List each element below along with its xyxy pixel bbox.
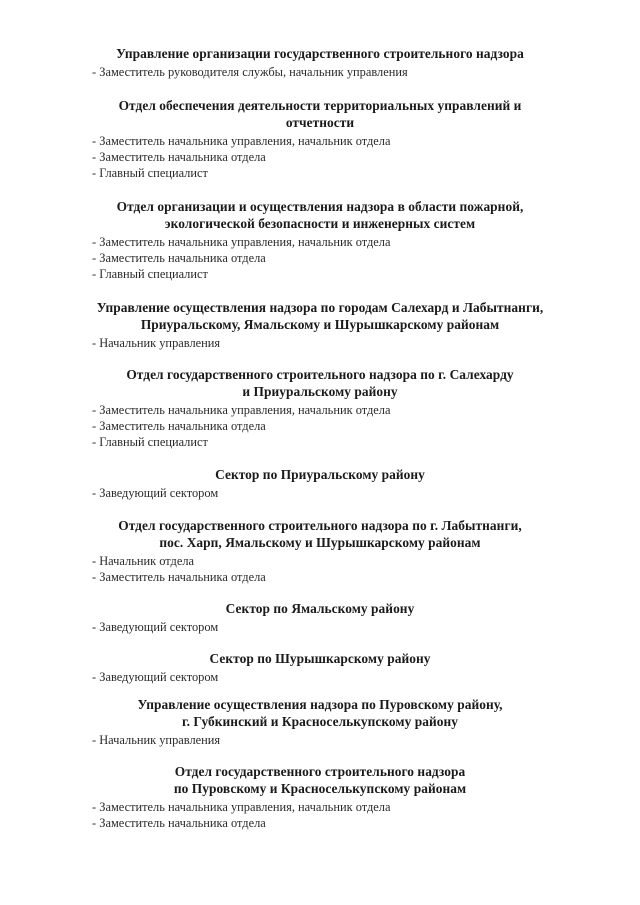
position-item: - Заместитель начальника управления, начальник отдела: [0, 799, 640, 815]
position-list: [0, 619, 640, 635]
heading-line: Сектор по Ямальскому району: [225, 601, 415, 616]
position-list: [0, 133, 640, 182]
section-shuryshkarsky-sector: [0, 650, 640, 685]
section-heading: [0, 366, 640, 400]
position-item: - Начальник управления: [0, 732, 640, 748]
position-item: - Заместитель руководителя службы, начальник управления: [0, 64, 640, 80]
section-heading: [0, 198, 640, 232]
position-item: - Заместитель начальника отдела: [0, 418, 640, 434]
heading-line: Управление осуществления надзора по городам Салехард и Лабытнанги,: [96, 300, 544, 315]
heading-line: Отдел обеспечения деятельности территориальных управлений и: [118, 98, 522, 113]
heading-line: отчетности: [285, 115, 355, 130]
heading-line: по Пуровскому и Красноселькупскому районам: [173, 781, 467, 796]
position-list: [0, 402, 640, 451]
heading-line: Приуральскому, Ямальскому и Шурышкарскому районам: [140, 317, 500, 332]
section-heading: [0, 696, 640, 730]
section-heading: [0, 45, 640, 62]
position-list: [0, 732, 640, 748]
section-heading: [0, 97, 640, 131]
section-heading: [0, 517, 640, 551]
position-item: - Главный специалист: [0, 266, 640, 282]
section-heading: [0, 299, 640, 333]
position-item: - Главный специалист: [0, 165, 640, 181]
section-territorial-support-department: [0, 97, 640, 182]
position-item: - Заведующий сектором: [0, 619, 640, 635]
heading-line: Отдел организации и осуществления надзора в области пожарной,: [116, 199, 524, 214]
section-heading: [0, 600, 640, 617]
section-salekhard-department: [0, 366, 640, 451]
position-item: - Заместитель начальника управления, начальник отдела: [0, 402, 640, 418]
position-item: - Заместитель начальника отдела: [0, 815, 640, 831]
position-list: [0, 64, 640, 80]
section-priuralsky-sector: [0, 466, 640, 501]
section-salekhard-labytnangi-directorate: [0, 299, 640, 351]
section-heading: [0, 763, 640, 797]
position-item: - Заместитель начальника управления, начальник отдела: [0, 234, 640, 250]
position-list: [0, 799, 640, 831]
position-list: [0, 335, 640, 351]
position-item: - Начальник отдела: [0, 553, 640, 569]
heading-line: Управление организации государственного строительного надзора: [116, 46, 524, 61]
position-item: - Начальник управления: [0, 335, 640, 351]
section-construction-supervision-directorate: [0, 45, 640, 80]
position-item: - Заместитель начальника управления, начальник отдела: [0, 133, 640, 149]
heading-line: Отдел государственного строительного надзора по г. Салехарду: [126, 367, 514, 382]
position-list: [0, 669, 640, 685]
heading-line: г. Губкинский и Красноселькупскому району: [181, 714, 459, 729]
heading-line: экологической безопасности и инженерных систем: [164, 216, 476, 231]
section-fire-ecology-department: [0, 198, 640, 283]
position-item: - Заместитель начальника отдела: [0, 250, 640, 266]
heading-line: Сектор по Приуральскому району: [215, 467, 425, 482]
position-item: - Заведующий сектором: [0, 485, 640, 501]
heading-line: Отдел государственного строительного надзора: [174, 764, 466, 779]
section-yamalsky-sector: [0, 600, 640, 635]
position-list: [0, 485, 640, 501]
section-purovsky-directorate: [0, 696, 640, 748]
position-list: [0, 553, 640, 585]
section-heading: [0, 650, 640, 667]
position-item: - Заведующий сектором: [0, 669, 640, 685]
position-item: - Заместитель начальника отдела: [0, 149, 640, 165]
position-item: - Заместитель начальника отдела: [0, 569, 640, 585]
heading-line: пос. Харп, Ямальскому и Шурышкарскому районам: [159, 535, 481, 550]
heading-line: и Приуральскому району: [242, 384, 398, 399]
heading-line: Управление осуществления надзора по Пуровскому району,: [137, 697, 503, 712]
section-heading: [0, 466, 640, 483]
heading-line: Сектор по Шурышкарскому району: [209, 651, 431, 666]
position-item: - Главный специалист: [0, 434, 640, 450]
position-list: [0, 234, 640, 283]
section-labytnangi-department: [0, 517, 640, 585]
heading-line: Отдел государственного строительного надзора по г. Лабытнанги,: [118, 518, 522, 533]
section-purovsky-department: [0, 763, 640, 831]
